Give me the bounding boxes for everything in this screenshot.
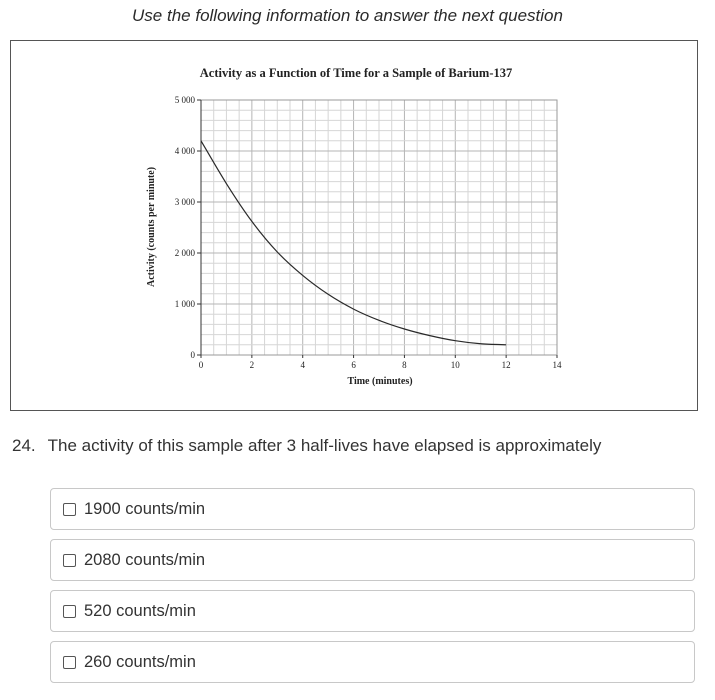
y-tick-label: 0 bbox=[190, 350, 195, 360]
question-24 bbox=[12, 436, 601, 456]
x-axis-label: Time (minutes) bbox=[347, 376, 413, 387]
x-tick-label: 6 bbox=[351, 360, 356, 370]
y-tick-label: 4 000 bbox=[174, 146, 195, 156]
instruction-text: Use the following information to answer the next question bbox=[132, 6, 563, 25]
option-label: 2080 counts/min bbox=[84, 550, 206, 569]
option-260[interactable] bbox=[50, 641, 695, 683]
question-number: 24. bbox=[12, 436, 36, 455]
checkbox-icon[interactable] bbox=[63, 503, 76, 516]
x-tick-label: 12 bbox=[501, 360, 511, 370]
option-520[interactable] bbox=[50, 590, 695, 632]
x-tick-label: 4 bbox=[300, 360, 305, 370]
option-2080[interactable] bbox=[50, 539, 695, 581]
checkbox-icon[interactable] bbox=[63, 605, 76, 618]
option-label: 260 counts/min bbox=[84, 652, 196, 671]
x-tick-label: 8 bbox=[402, 360, 407, 370]
x-tick-label: 10 bbox=[450, 360, 460, 370]
chart-title: Activity as a Function of Time for a Sample of Barium-137 bbox=[199, 66, 513, 80]
y-tick-label: 1 000 bbox=[174, 299, 195, 309]
x-tick-label: 0 bbox=[198, 360, 204, 370]
x-tick-label: 2 bbox=[249, 360, 255, 370]
figure-box bbox=[10, 40, 698, 411]
y-tick-label: 5 000 bbox=[174, 95, 195, 105]
x-tick-label: 14 bbox=[552, 360, 562, 370]
y-tick-label: 3 000 bbox=[174, 197, 195, 207]
checkbox-icon[interactable] bbox=[63, 554, 76, 567]
option-label: 520 counts/min bbox=[84, 601, 196, 620]
option-label: 1900 counts/min bbox=[84, 499, 206, 518]
y-tick-label: 2 000 bbox=[174, 248, 195, 258]
checkbox-icon[interactable] bbox=[63, 656, 76, 669]
y-axis-label: Activity (counts per minute) bbox=[146, 166, 157, 288]
question-text: The activity of this sample after 3 half-lives have elapsed is approximately bbox=[47, 436, 602, 455]
option-1900[interactable] bbox=[50, 488, 695, 530]
activity-chart bbox=[11, 41, 697, 410]
